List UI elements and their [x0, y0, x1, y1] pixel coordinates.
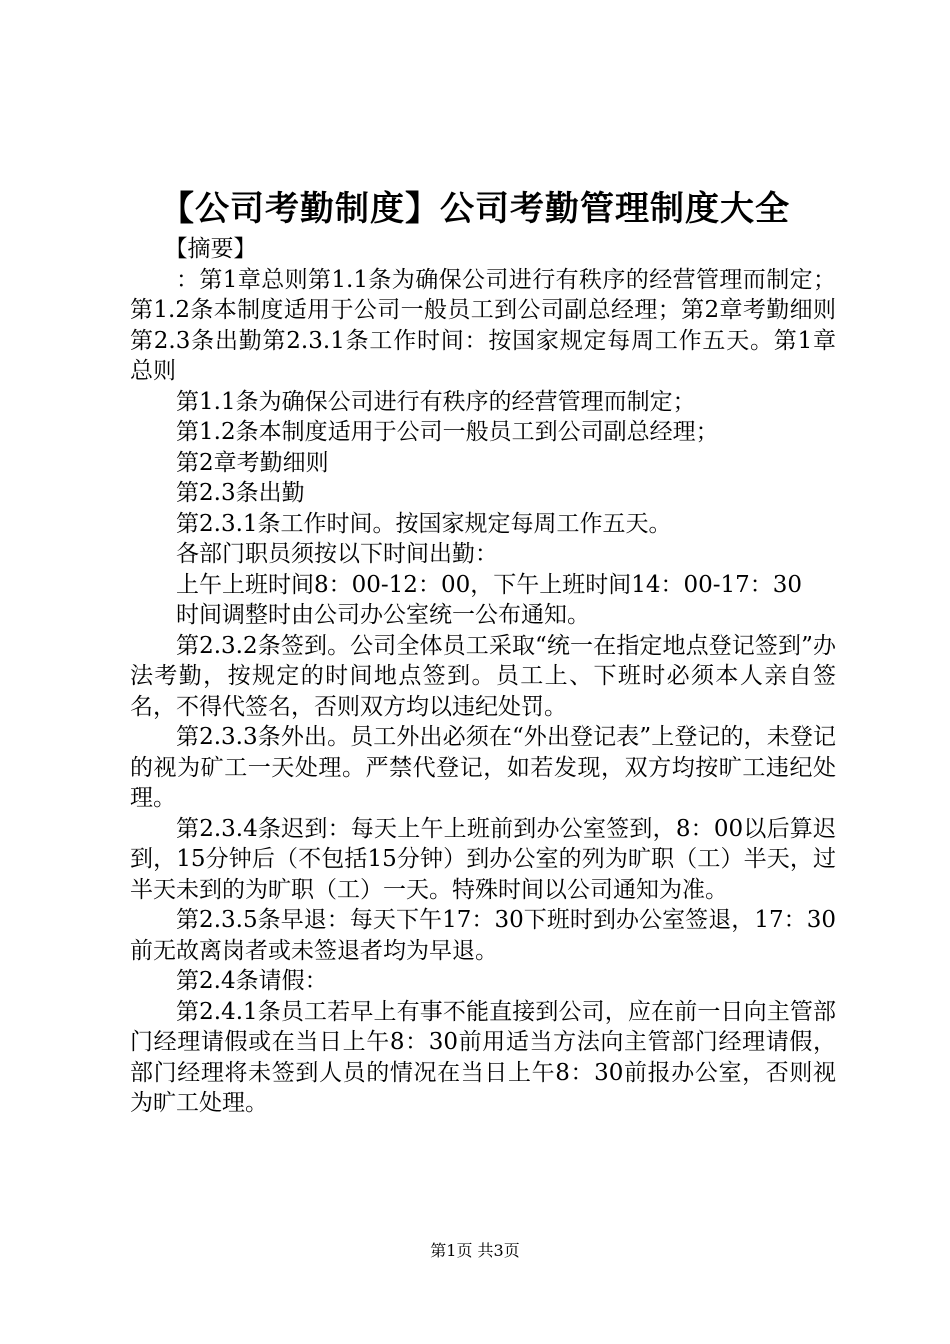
section-2-3-heading: 第2.3条出勤 — [176, 480, 305, 506]
paragraph-2-3-4: 第2.3.4条迟到：每天上午上班前到办公室签到，8：00以后算迟到，15分钟后（不包括15分钟）到办公室的列为旷职（工）半天，过半天未到的为旷职（工）一天。特殊时间以公司通知为准。 — [130, 815, 836, 903]
paragraph-2-3-3: 第2.3.3条外出。员工外出必须在“外出登记表”上登记的，未登记的视为矿工一天处理。严禁代登记，如若发现，双方均按旷工违纪处理。 — [130, 724, 836, 811]
paragraph-1-1: 第1.1条为确保公司进行有秩序的经营管理而制定； — [176, 388, 696, 415]
paragraph-2-3-5: 第2.3.5条早退：每天下午17：30下班时到办公室签退，17：30前无故离岗者或未签退者均为早退。 — [130, 907, 836, 964]
document-body — [130, 234, 836, 1119]
paragraph-attendance-intro: 各部门职员须按以下时间出勤： — [176, 541, 498, 567]
paragraph-2-3-1: 第2.3.1条工作时间。按国家规定每周工作五天。 — [176, 510, 672, 537]
section-2-4-heading: 第2.4条请假： — [176, 968, 328, 994]
paragraph-time-adjustment: 时间调整时由公司办公室统一公布通知。 — [176, 602, 590, 628]
paragraph-2-4-1: 第2.4.1条员工若早上有事不能直接到公司，应在前一日向主管部门经理请假或在当日上午8：30前用适当方法向主管部门经理请假，部门经理将未签到人员的情况在当日上午8：30前报办公室，否则视为旷工处理。 — [130, 998, 836, 1116]
document-title: 【公司考勤制度】公司考勤管理制度大全 — [160, 189, 790, 229]
paragraph-2-3-2: 第2.3.2条签到。公司全体员工采取“统一在指定地点登记签到”办法考勤，按规定的时间地点签到。员工上、下班时必须本人亲自签名，不得代签名，否则双方均以违纪处罚。 — [130, 632, 836, 720]
paragraph-working-hours: 上午上班时间8：00-12：00，下午上班时间14：00-17：30 — [176, 571, 803, 598]
chapter-2-heading: 第2章考勤细则 — [176, 449, 329, 476]
page-footer: 第1页 共3页 — [430, 1241, 520, 1260]
paragraph-1-2: 第1.2条本制度适用于公司一般员工到公司副总经理； — [176, 419, 719, 445]
summary-paragraph: ：第1章总则第1.1条为确保公司进行有秩序的经营管理而制定；第1.2条本制度适用于公司一般员工到公司副总经理；第2章考勤细则第2.3条出勤第2.3.1条工作时间：按国家规定每周工作五天。第1章总则 — [130, 266, 836, 384]
summary-label: 【摘要】 — [164, 236, 257, 262]
